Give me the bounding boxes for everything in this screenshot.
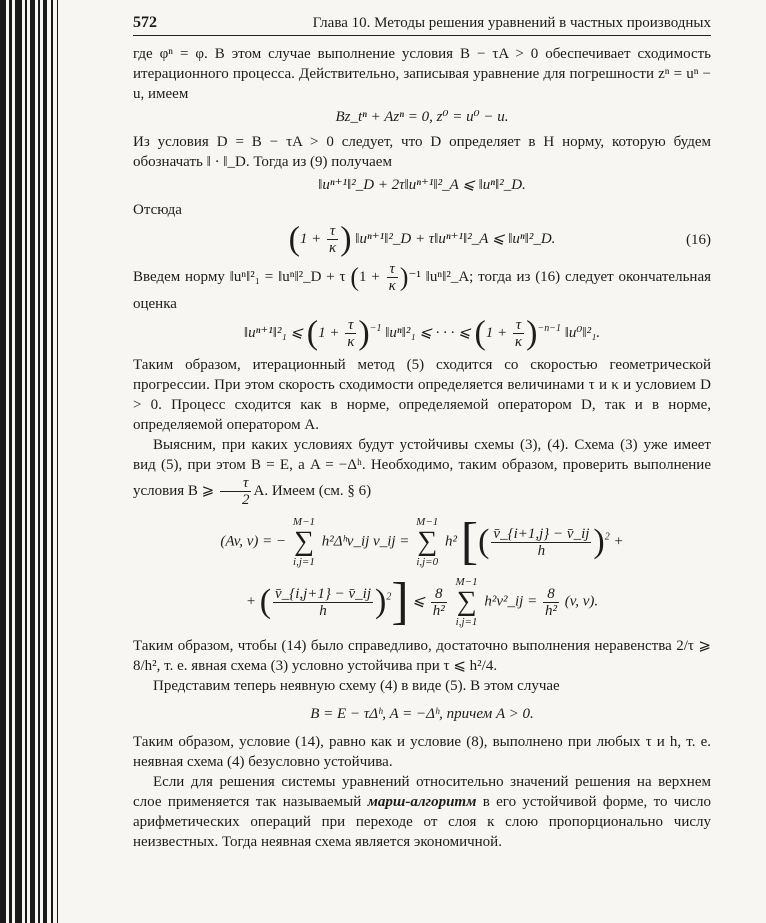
paragraph-8: Представим теперь неявную схему (4) в виде (5). В этом случае xyxy=(153,678,560,694)
fraction-tau-kappa: $\frac{\tau}{\kappa}$ xyxy=(329,223,337,256)
equation-error: Bz_tⁿ + Azⁿ = 0, z⁰ = u⁰ − u. xyxy=(335,109,509,125)
chapter-title: Глава 10. Методы решения уравнений в частных производных xyxy=(312,15,711,31)
equation-number: (16) xyxy=(686,231,711,248)
paragraph-5: Таким образом, итерационный метод (5) сходится со скоростью геометрической прогрессии. При этом скорость сходимости определяется величинами τ и κ и условием D > 0. Процесс сходится как в норме, определяемой оператором D, так и в норме, определяемой оператором A. xyxy=(133,357,711,433)
paragraph-3: Отсюда xyxy=(133,202,182,218)
equation-9: ‖uⁿ⁺¹‖²_D + 2τ‖uⁿ⁺¹‖²_A ⩽ ‖uⁿ‖²_D. xyxy=(318,177,526,193)
paragraph-9: Таким образом, условие (14), равно как и условие (8), выполнено при любых τ и h, т. е. неявная схема (4) безусловно устойчива. xyxy=(133,734,711,770)
page-number: 572 xyxy=(133,14,157,31)
term-march-algorithm: марш-алгоритм xyxy=(367,794,477,810)
paragraph-1: где φⁿ = φ. В этом случае выполнение условия B − τA > 0 обеспечивает сходимость итерационного процесса. Действительно, записывая уравнение для погрешности zⁿ = uⁿ − u, имеем xyxy=(133,46,711,102)
paragraph-7: Таким образом, чтобы (14) было справедливо, достаточно выполнения неравенства 2/τ ⩾ 8/h², т. е. явная схема (3) условно устойчива при τ ⩽ h²/4. xyxy=(133,638,711,674)
paragraph-4: Введем норму ‖uⁿ‖²₁ = ‖uⁿ‖²_D + τ (1 + $\frac{\tau}{\kappa}$ )⁻¹ ‖uⁿ‖²_A; тогда из (16) следует окончательная оценка xyxy=(133,261,712,312)
equation-av-line1: (Av, v) = − M−1 ∑ i,j=1 h²Δʰv_ij v_ij = M−1 ∑ i,j=0 h² [( $\frac{v̄\_\{i+1,j\} - v̄\_ij}{h}$ )$^2$ + xyxy=(220,513,624,570)
paragraph-2: Из условия D = B − τA > 0 следует, что D определяет в H норму, которую будем обозначать ‖ · ‖_D. Тогда из (9) получаем xyxy=(133,134,711,170)
equation-implicit: B = E − τΔʰ, A = −Δʰ, причем A > 0. xyxy=(310,706,534,722)
binding-shadow xyxy=(0,0,62,923)
paragraph-6: Выясним, при каких условиях будут устойчивы схемы (3), (4). Схема (3) уже имеет вид (5), при этом B = E, а A = −Δʰ. Необходимо, таким образом, проверить выполнение условия B ⩾ $\frac{\tau}{2}$ A. Имеем (см. § 6) xyxy=(133,437,711,508)
book-page xyxy=(133,14,711,852)
paragraph-10: Если для решения системы уравнений относительно значений решения на верхнем слое применяется так называемый марш-алгоритм в его устойчивой форме, то число арифметических операций при переходе от слоя к слою пропорционально числу неизвестных. Тогда неявная схема является экономичной. xyxy=(133,774,712,850)
equation-16: (1 + $\frac{\tau}{\kappa}$ ) ‖uⁿ⁺¹‖²_D + τ‖uⁿ⁺¹‖²_A ⩽ ‖uⁿ‖²_D. (16) xyxy=(288,220,711,258)
equation-final-estimate: ‖uⁿ⁺¹‖²₁ ⩽ (1 + $\frac{\tau}{\kappa}$ )$^{-1}$ ‖uⁿ‖²₁ ⩽ · · · ⩽ (1 + $\frac{\tau}{\kappa}$ )$^{-n-1}$ ‖u⁰‖²₁. xyxy=(243,314,601,352)
running-header xyxy=(133,14,711,36)
equation-av-line2: + ( $\frac{v̄\_\{i,j+1\} - v̄\_ij}{h}$ )$^2$] ⩽ $\frac{8}{\text{h²}}$ M−1 ∑ i,j=1 h²v²_ij = $\frac{8}{\text{h²}}$ (v, v). xyxy=(245,573,599,630)
